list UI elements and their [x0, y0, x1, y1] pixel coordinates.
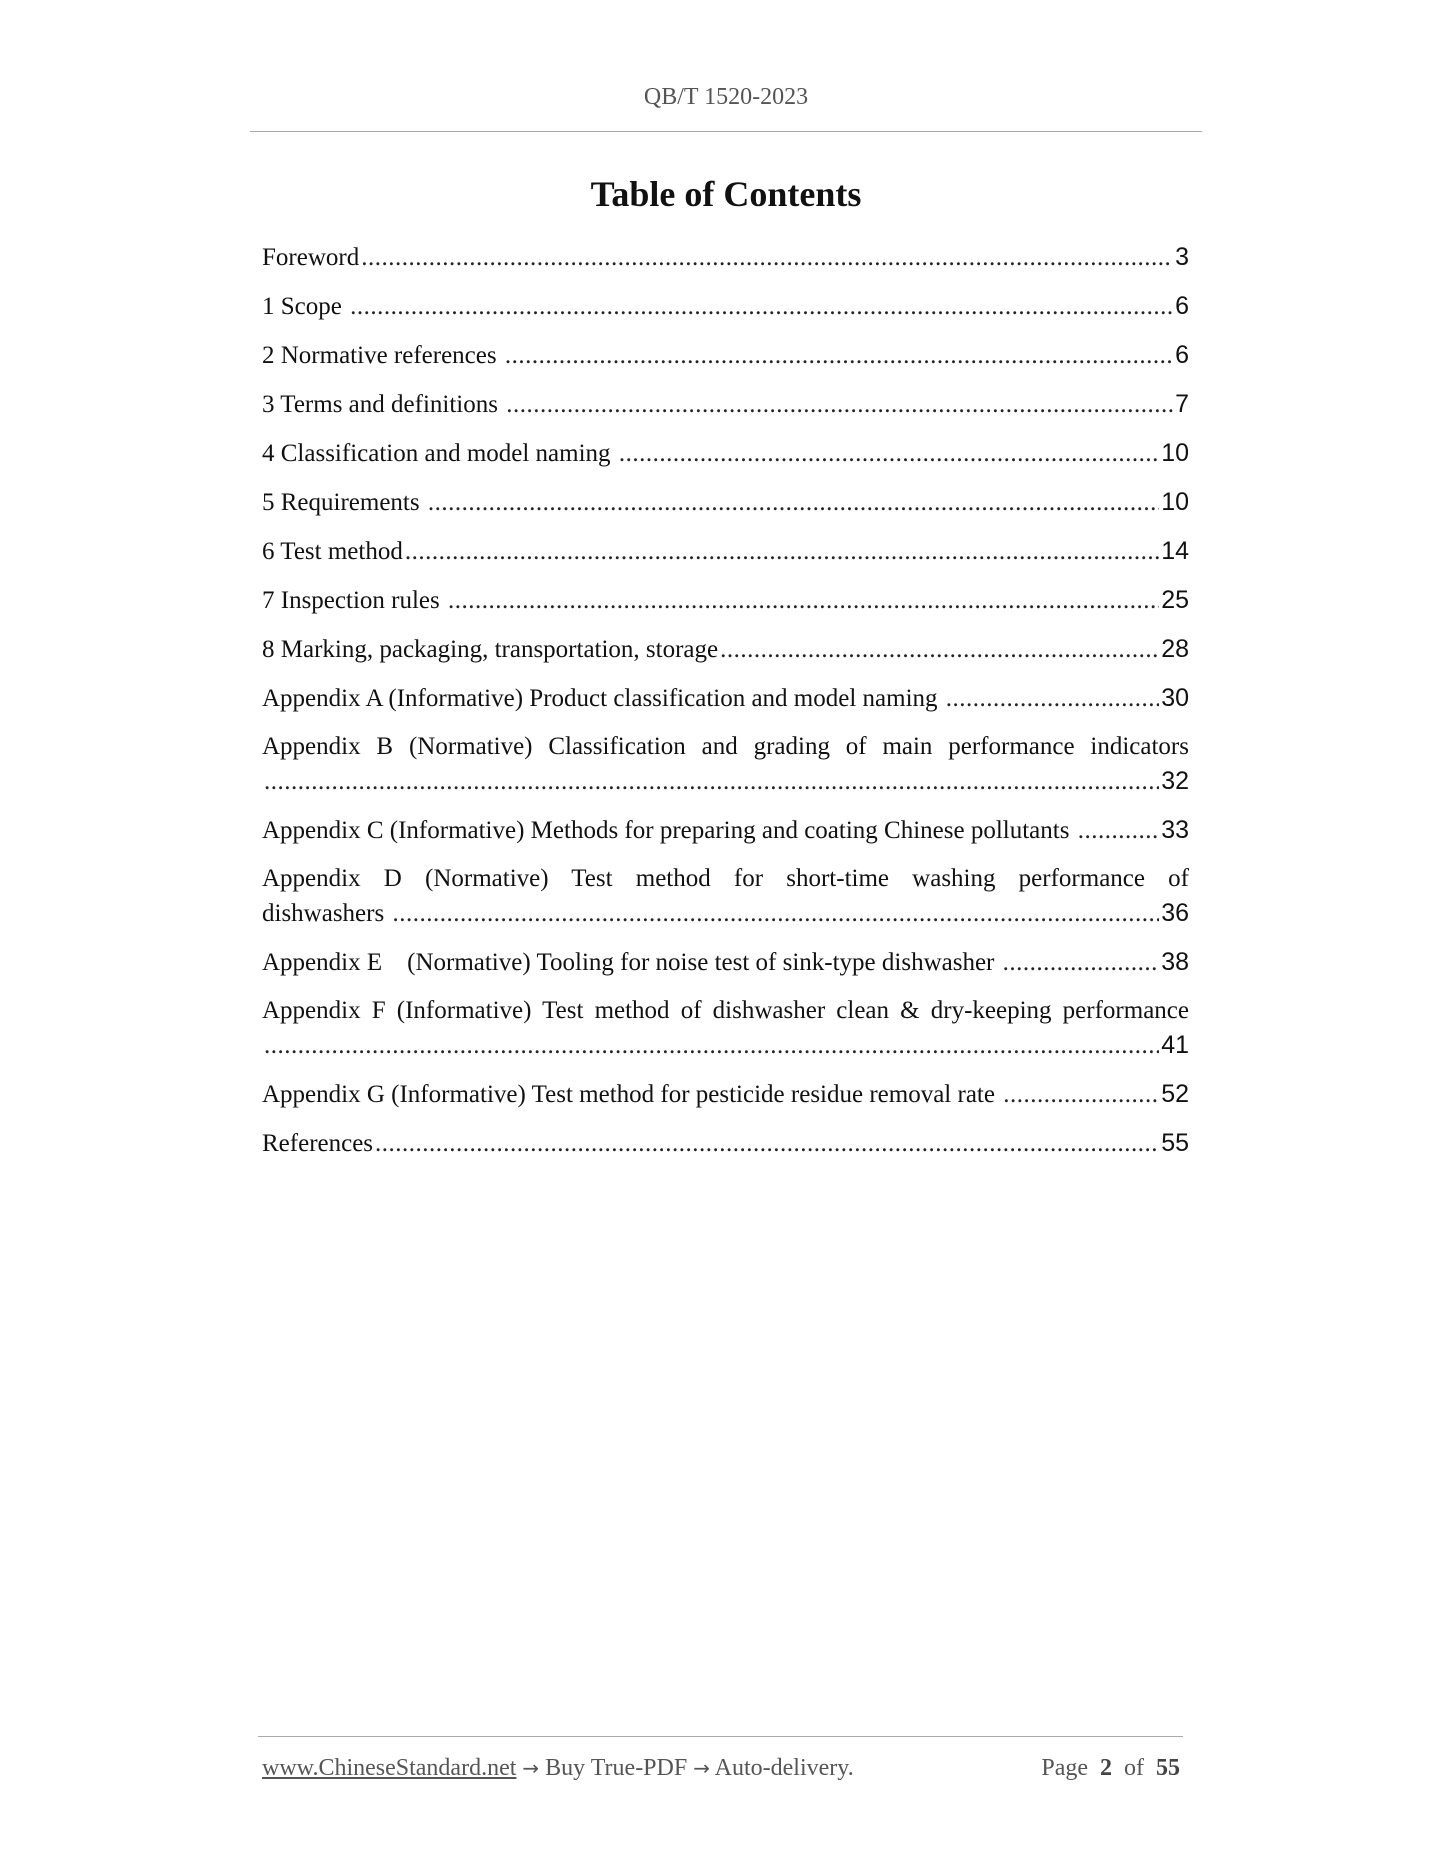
toc-dot-leader — [375, 1127, 1159, 1161]
toc-page-number: 6 — [1175, 341, 1189, 369]
document-code-header: QB/T 1520-2023 — [643, 84, 809, 110]
toc-entry-label: 1 Scope — [262, 293, 349, 320]
toc-entry-label: References — [262, 1130, 374, 1157]
toc-entry-appendix-c[interactable] — [262, 813, 1189, 848]
toc-entry-label: Appendix C (Informative) Methods for preparing and coating Chinese pollutants — [262, 817, 1076, 844]
toc-entry-label-first-line: Appendix D (Normative) Test method for short-time washing performance of — [262, 865, 1189, 892]
toc-dot-leader — [946, 682, 1159, 716]
toc-entry-label: 4 Classification and model naming — [262, 440, 617, 467]
arrow-right-icon: → — [693, 1756, 710, 1780]
footer-promo — [262, 1755, 854, 1782]
page-word: Page — [1041, 1755, 1088, 1781]
toc-dot-leader — [619, 437, 1159, 471]
toc-entry-label: 3 Terms and definitions — [262, 391, 505, 418]
toc-dot-leader — [506, 388, 1173, 422]
toc-page-number: 41 — [1161, 1031, 1189, 1059]
toc-entry-classification[interactable] — [262, 436, 1189, 471]
toc-page-number: 28 — [1161, 635, 1189, 663]
table-of-contents — [262, 240, 1189, 1175]
toc-dot-leader — [1003, 946, 1160, 980]
total-page-count: 55 — [1156, 1755, 1180, 1781]
toc-entry-marking-packaging[interactable] — [262, 632, 1189, 667]
toc-page-number: 55 — [1161, 1129, 1189, 1157]
auto-delivery-text: Auto-delivery. — [709, 1755, 854, 1781]
toc-entry-label: Foreword — [262, 244, 360, 271]
of-word: of — [1124, 1755, 1144, 1781]
toc-entry-appendix-d[interactable] — [262, 862, 1189, 931]
toc-entry-label: 5 Requirements — [262, 489, 426, 516]
toc-page-number: 38 — [1161, 948, 1189, 976]
toc-entry-label: 6 Test method — [262, 538, 403, 565]
toc-entry-label: 7 Inspection rules — [262, 587, 446, 614]
toc-dot-leader — [720, 633, 1159, 667]
current-page-number: 2 — [1100, 1755, 1112, 1781]
toc-dot-leader — [1078, 814, 1159, 848]
toc-dot-leader — [505, 339, 1173, 373]
header-divider — [250, 131, 1202, 132]
toc-dot-leader — [1003, 1078, 1159, 1112]
footer-divider — [258, 1736, 1183, 1737]
arrow-right-icon: → — [522, 1756, 540, 1780]
toc-entry-label-first-line: Appendix B (Normative) Classification and grading of main performance indicators — [262, 733, 1189, 760]
toc-entry-appendix-f[interactable] — [262, 994, 1189, 1063]
buy-pdf-text: Buy True-PDF — [539, 1755, 694, 1781]
toc-entry-references[interactable] — [262, 1126, 1189, 1161]
toc-entry-appendix-a[interactable] — [262, 681, 1189, 716]
toc-entry-label-first-line: Appendix F (Informative) Test method of dishwasher clean & dry-keeping performance — [262, 997, 1189, 1024]
toc-entry-terms-and-definitions[interactable] — [262, 387, 1189, 422]
toc-entry-test-method[interactable] — [262, 534, 1189, 569]
toc-page-number: 14 — [1161, 537, 1189, 565]
toc-entry-label: Appendix A (Informative) Product classification and model naming — [262, 685, 944, 712]
toc-dot-leader — [264, 1029, 1159, 1063]
toc-page-number: 7 — [1175, 390, 1189, 418]
toc-dot-leader — [428, 486, 1159, 520]
toc-dot-leader — [361, 241, 1173, 275]
toc-entry-requirements[interactable] — [262, 485, 1189, 520]
toc-page-number: 25 — [1161, 586, 1189, 614]
toc-title: Table of Contents — [590, 174, 862, 214]
toc-page-number: 33 — [1161, 816, 1189, 844]
toc-entry-label: 2 Normative references — [262, 342, 503, 369]
toc-dot-leader — [350, 290, 1173, 324]
toc-entry-foreword[interactable] — [262, 240, 1189, 275]
page-indicator — [1041, 1755, 1180, 1782]
toc-entry-inspection-rules[interactable] — [262, 583, 1189, 618]
toc-page-number: 6 — [1175, 292, 1189, 320]
toc-page-number: 32 — [1161, 767, 1189, 795]
toc-page-number: 10 — [1161, 439, 1189, 467]
toc-dot-leader — [264, 765, 1159, 799]
toc-page-number: 3 — [1175, 243, 1189, 271]
toc-entry-label: dishwashers — [262, 900, 391, 927]
toc-entry-appendix-e[interactable] — [262, 945, 1189, 980]
toc-entry-normative-references[interactable] — [262, 338, 1189, 373]
toc-entry-appendix-g[interactable] — [262, 1077, 1189, 1112]
toc-dot-leader — [392, 897, 1159, 931]
site-link[interactable]: www.ChineseStandard.net — [262, 1755, 517, 1781]
toc-dot-leader — [405, 535, 1159, 569]
toc-page-number: 30 — [1161, 684, 1189, 712]
toc-page-number: 52 — [1161, 1080, 1189, 1108]
toc-entry-appendix-b[interactable] — [262, 730, 1189, 799]
toc-page-number: 10 — [1161, 488, 1189, 516]
toc-entry-label: 8 Marking, packaging, transportation, storage — [262, 636, 719, 663]
toc-entry-label: Appendix E (Normative) Tooling for noise test of sink-type dishwasher — [262, 949, 1001, 976]
toc-page-number: 36 — [1161, 899, 1189, 927]
toc-entry-scope[interactable] — [262, 289, 1189, 324]
toc-dot-leader — [448, 584, 1159, 618]
toc-entry-label: Appendix G (Informative) Test method for pesticide residue removal rate — [262, 1081, 1002, 1108]
